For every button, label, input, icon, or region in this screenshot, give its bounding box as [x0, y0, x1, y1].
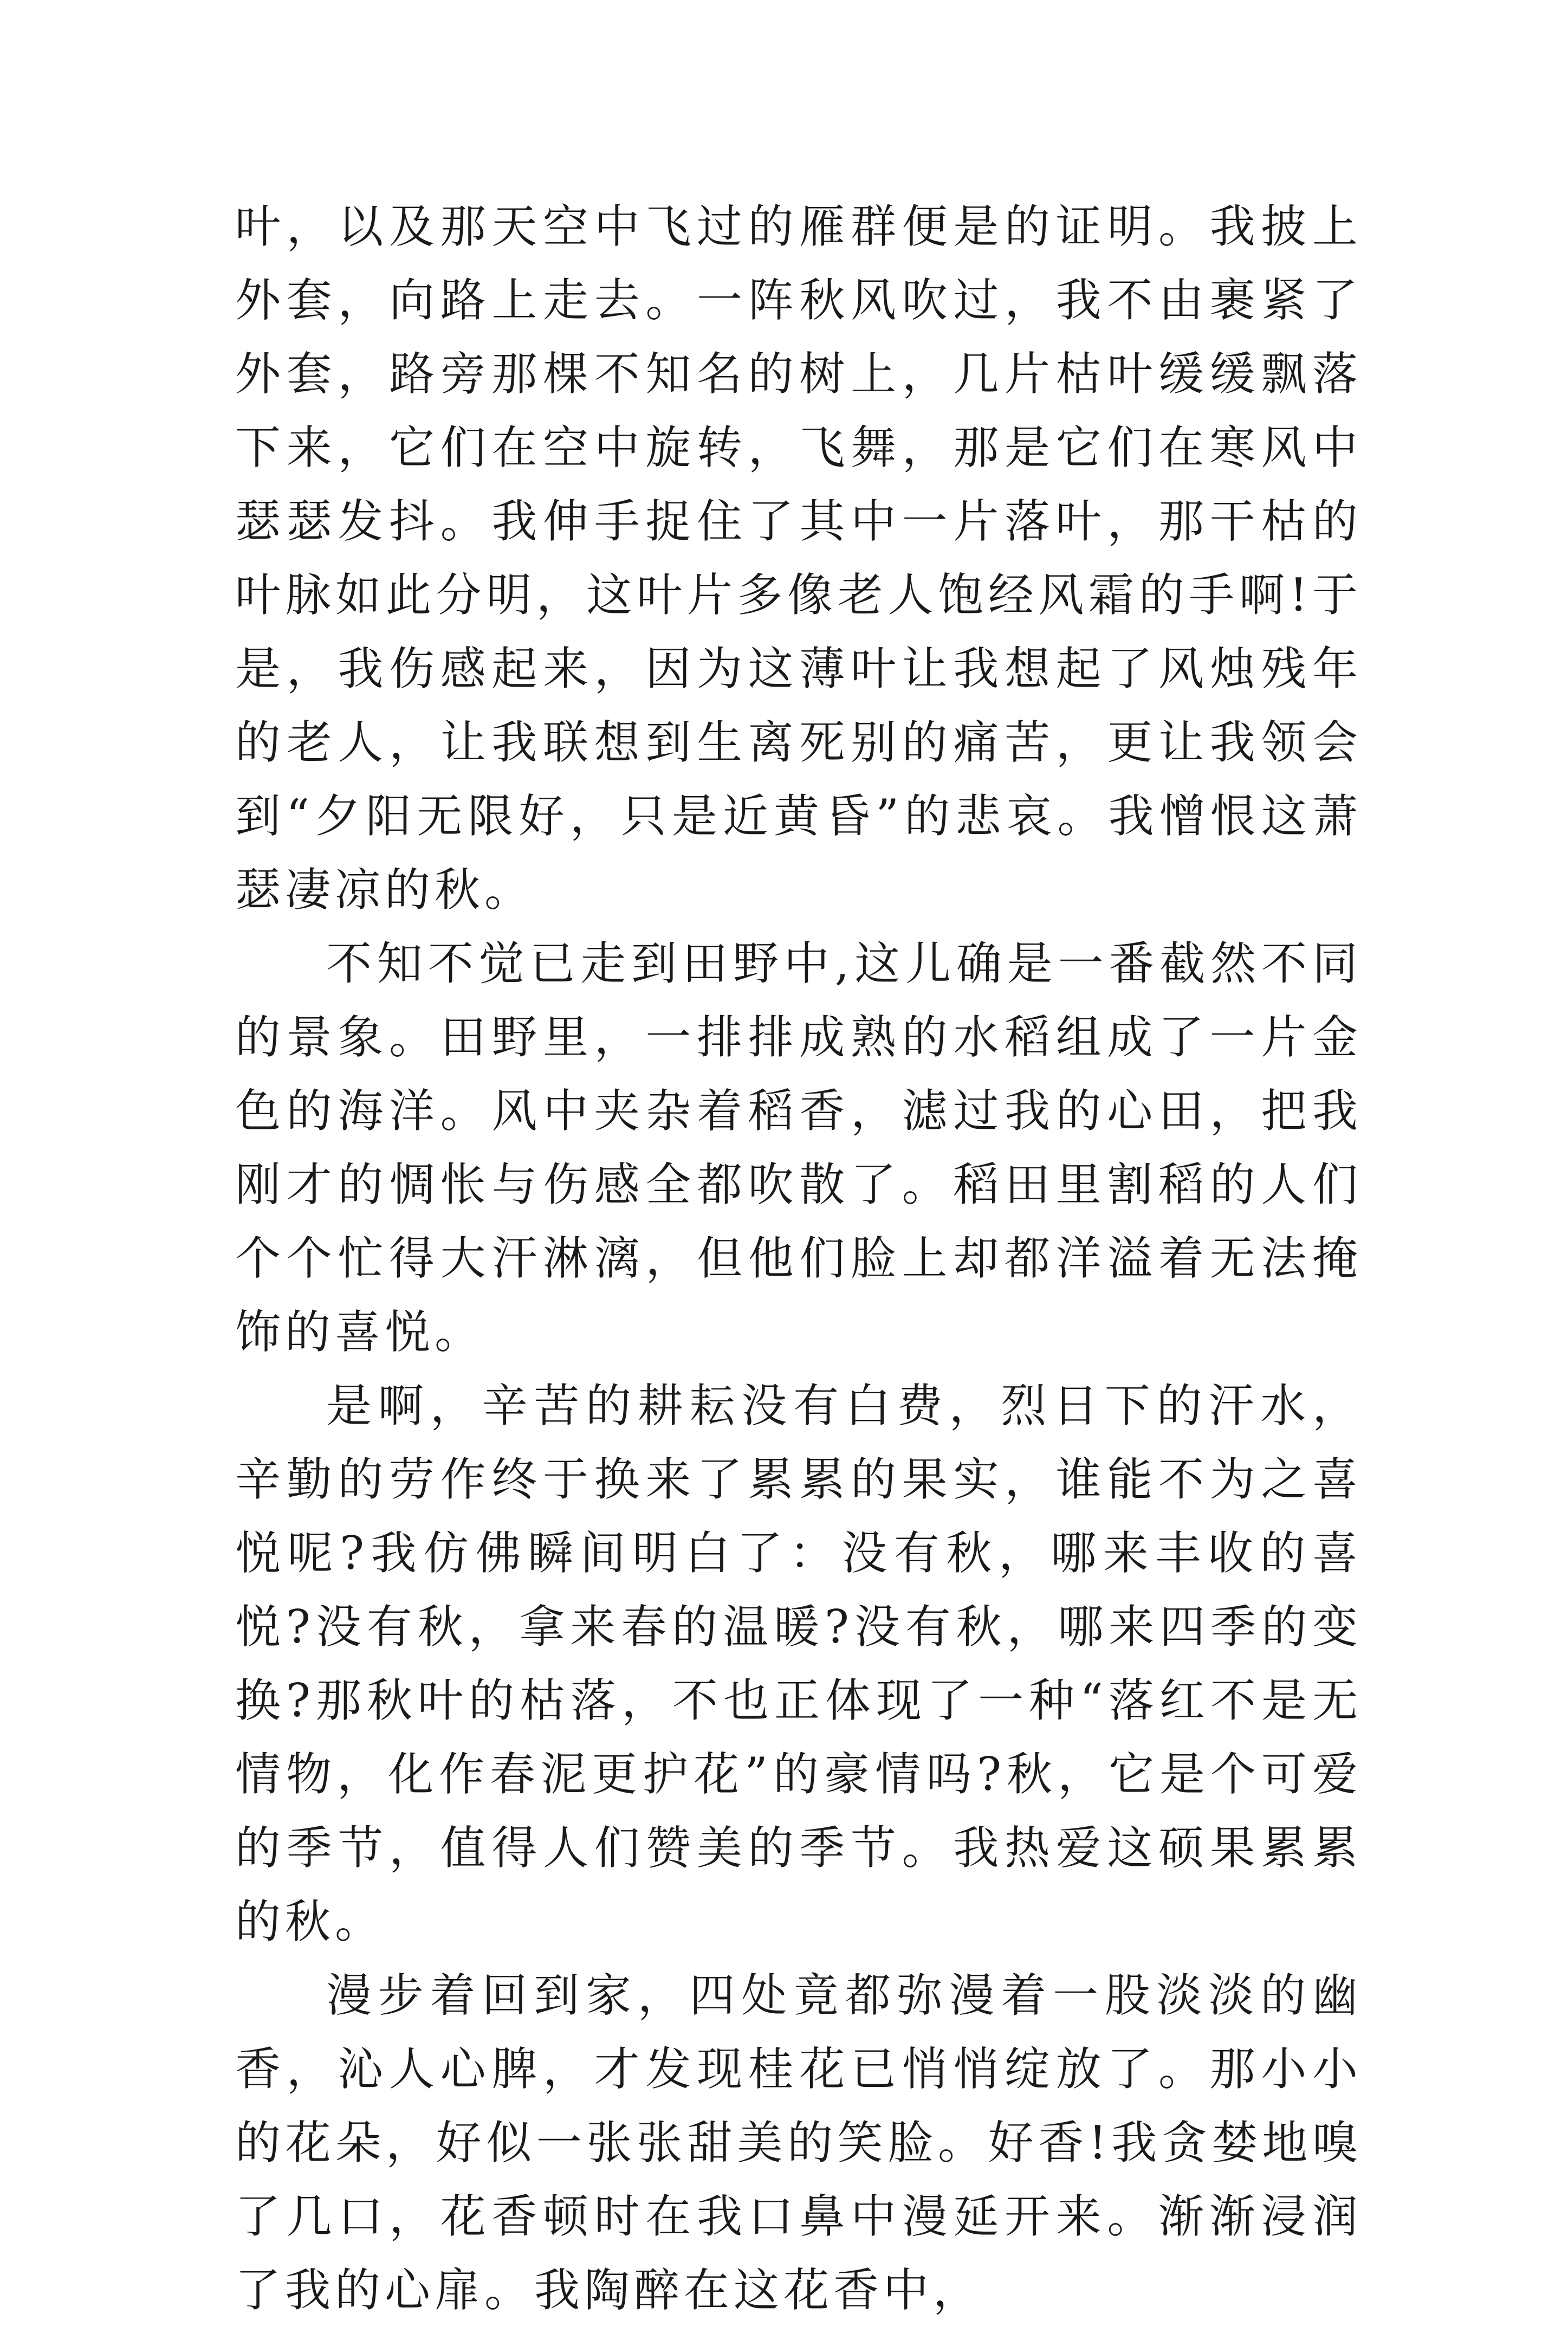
paragraph-harvest-reflection: 是啊，辛苦的耕耘没有白费，烈日下的汗水，辛勤的劳作终于换来了累累的果实，谁能不为之喜悦呢?我仿佛瞬间明白了：没有秋，哪来丰收的喜悦?没有秋，拿来春的温暖?没有秋，哪来四季的变换?那秋叶的枯落，不也正体现了一种“落红不是无情物，化作春泥更护花”的豪情吗?秋，它是个可爱的季节，值得人们赞美的季节。我热爱这硕果累累的秋。 [235, 1379, 1362, 1948]
paragraph-rice-fields: 不知不觉已走到田野中,这儿确是一番截然不同的景象。田野里，一排排成熟的水稻组成了一片金色的海洋。风中夹杂着稻香，滤过我的心田，把我刚才的惆怅与伤感全都吹散了。稻田里割稻的人们个个忙得大汗淋漓，但他们脸上却都洋溢着无法掩饰的喜悦。 [235, 937, 1362, 1359]
essay-body [235, 190, 1362, 2327]
paragraph-autumn-leaves: 叶，以及那天空中飞过的雁群便是的证明。我披上外套，向路上走去。一阵秋风吹过，我不由裹紧了外套，路旁那棵不知名的树上，几片枯叶缓缓飘落下来，它们在空中旋转，飞舞，那是它们在寒风中瑟瑟发抖。我伸手捉住了其中一片落叶，那干枯的叶脉如此分明，这叶片多像老人饱经风霜的手啊!于是，我伤感起来，因为这薄叶让我想起了风烛残年的老人，让我联想到生离死别的痛苦，更让我领会到“夕阳无限好，只是近黄昏”的悲哀。我憎恨这萧瑟凄凉的秋。 [235, 200, 1362, 916]
paragraph-osmanthus: 漫步着回到家，四处竟都弥漫着一股淡淡的幽香，沁人心脾，才发现桂花已悄悄绽放了。那小小的花朵，好似一张张甜美的笑脸。好香!我贪婪地嗅了几口，花香顿时在我口鼻中漫延开来。渐渐浸润了我的心扉。我陶醉在这花香中， [235, 1969, 1362, 2317]
